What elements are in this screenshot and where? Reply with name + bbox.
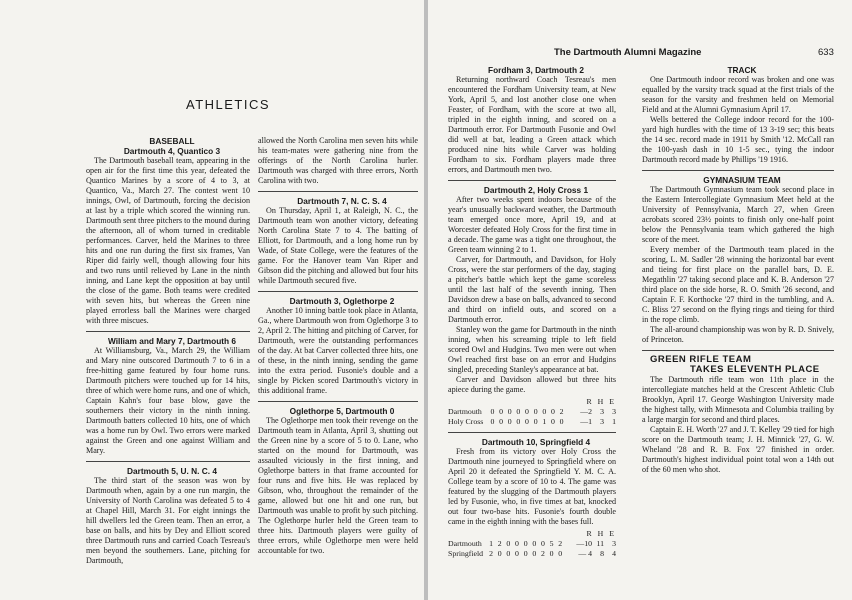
errors: 3 — [612, 539, 616, 548]
divider — [258, 191, 418, 192]
game-heading-fordham: Fordham 3, Dartmouth 2 — [488, 65, 584, 75]
section-title: ATHLETICS — [186, 97, 271, 112]
game-text-holy-cross-3: Stanley won the game for Dartmouth in the ninth inning, when his screaming triple to left field scored Owl and Hudgins. Two men were out when Owl reached first base on an error and Hudgins singled, preceding Stanley's appearance at bat. — [448, 325, 616, 374]
inning-scores: 0 0 0 0 0 0 0 0 2 — [490, 407, 565, 416]
game-text-oglethorpe-win: Another 10 inning battle took place in Atlanta, Ga., where Dartmouth won from Oglethorpe 3 to 2, April 2. The hitting and pitching of Carver, for Dartmouth, were the outstanding performances of the day. At bat Carver collected three hits, one of these, in the ninth inning, sending the game into the extra period. Fusonie's double and a single by Picken scored Dartmouth's victory in this additional frame. — [258, 306, 418, 395]
divider — [258, 401, 418, 402]
track-text-2: Wells bettered the College indoor record for the 100-yard high hurdles with the time of 13 3-19 sec; this beats the 14 sec. record made in 1911 by Smith '12. McCall ran the 100-yash dash in 10 1-5 sec., tying the indoor Dartmouth record made by Phillips '19 1916. — [642, 115, 834, 164]
game-heading-william-mary: William and Mary 7, Dartmouth 6 — [107, 336, 237, 346]
track-heading: TRACK — [727, 65, 757, 75]
hits: 8 — [600, 549, 604, 558]
running-header-title: The Dartmouth Alumni Magazine — [554, 47, 702, 58]
rifle-heading-2: TAKES ELEVENTH PLACE — [690, 364, 820, 375]
runs: —1 — [580, 417, 592, 426]
team-name: Dartmouth — [448, 539, 482, 548]
game-heading-quantico: Dartmouth 4, Quantico 3 — [123, 146, 221, 156]
gymnasium-text-3: The all-around championship was won by R. D. Snively, of Princeton. — [642, 325, 834, 344]
inning-scores: 0 0 0 0 0 0 1 0 0 — [490, 417, 565, 426]
box-score-holy-cross — [448, 397, 616, 427]
game-text-william-mary: At Williamsburg, Va., March 29, the William and Mary nine outscored Dartmouth 7 to 6 in a free-hitting game featured by four home runs. Dartmouth pitchers were touched up for 14 hits, three of which were home runs, and one of which, Captain Kahn's four base blow, gave the southerners their victory in the ninth inning. Dartmouth batters collected 10 hits, one of which was a home run by Owl. Two errors were marked against the Green and one against William and Mary. — [86, 346, 250, 455]
rhe-header: R H E — [586, 397, 616, 406]
left-column-1 — [86, 136, 250, 566]
game-text-holy-cross-2: Carver, for Dartmouth, and Davidson, for Holy Cross, were the star performers of the day, staging a pitcher's battle which kept the game scoreless until the last half of the seventh inning. Then Davidson drew a base on balls, advanced to second and third on infield outs, and scored on a Dartmouth error. — [448, 255, 616, 324]
right-page — [428, 0, 852, 600]
right-column-2 — [642, 65, 834, 475]
team-name: Dartmouth — [448, 407, 482, 416]
game-text-unc: The third start of the season was won by Dartmouth when, again by a one run margin, the University of North Carolina was defeated 5 to 4 at Chapel Hill, March 31. For eight innings the hill dwellers led the Green team. Then an error, a base on balls, and hits by Dey and Elliott scored three Dartmouth runs and carried Coach Tesreau's men beyond the southerners. Lane, pitching for Dartmouth, — [86, 476, 250, 565]
errors: 1 — [612, 417, 616, 426]
team-name: Springfield — [448, 549, 484, 558]
game-heading-oglethorpe-win: Dartmouth 3, Oglethorpe 2 — [289, 296, 395, 306]
divider — [448, 432, 616, 433]
game-text-ncs: On Thursday, April 1, at Raleigh, N. C., the Dartmouth team won another victory, defeating North Carolina State 7 to 4. The batting of Elliott, for Dartmouth, and a long home run by Wade, of State College, were the features of the game. For the Hanover team Van Riper and Gibson did the pitching and allowed but four hits while Dartmouth secured five. — [258, 206, 418, 285]
table-row — [448, 407, 616, 417]
team-name: Holy Cross — [448, 417, 484, 426]
divider — [258, 291, 418, 292]
baseball-heading: BASEBALL — [149, 136, 195, 146]
game-text-holy-cross-1: After two weeks spent indoors because of the year's unusually backward weather, the Dartmouth team emerged once more, April 19, and at Worcester defeated Holy Cross for the first time in a decade. The game was a tight one throughout, the Green team winning 2 to 1. — [448, 195, 616, 254]
runs: — 4 — [578, 549, 592, 558]
gymnasium-text-1: The Dartmouth Gymnasium team took second place in the Eastern Intercollegiate Gymnasium Meet held at the University of Pennsylvania, March 27, when Green acrobats scored 23½ points to finish only one-half point below the Pennsylvania team which gathered the high score of the meet. — [642, 185, 834, 244]
table-row — [448, 549, 616, 559]
right-column-1 — [448, 65, 616, 561]
page-number: 633 — [818, 47, 834, 58]
rifle-text-1: The Dartmouth rifle team won 11th place in the intercollegiate matches held at the Crescent Athletic Club Brooklyn, April 17. George Washington University made the highest tally, with Minnesota and Columbia trailing by a large margin for second and third places. — [642, 375, 834, 424]
game-heading-springfield: Dartmouth 10, Springfield 4 — [481, 437, 591, 447]
inning-scores: 1 2 0 0 0 0 0 5 2 — [489, 539, 564, 548]
game-heading-ncs: Dartmouth 7, N. C. S. 4 — [297, 196, 387, 206]
hits: 11 — [596, 539, 604, 548]
game-heading-holy-cross: Dartmouth 2, Holy Cross 1 — [483, 185, 589, 195]
left-page — [0, 0, 424, 600]
divider — [642, 350, 834, 351]
hits: 3 — [600, 407, 604, 416]
gymnasium-heading: GYMNASIUM TEAM — [703, 175, 781, 185]
game-text-holy-cross-4: Carver and Davidson allowed but three hits apiece during the game. — [448, 375, 616, 394]
rifle-text-2: Captain E. H. Worth '27 and J. T. Kelley '29 tied for high score on the Dartmouth team; J. H. Minnick '27, G. W. Wheland '28 and R. B. Fox '27 finished in order. Dartmouth's highest individual point total won a 14th out of the 60 men who shot. — [642, 425, 834, 474]
game-text-fordham: Returning northward Coach Tesreau's men encountered the Fordham University team, at New York, April 5, and lost another close one when Feaster, of Fordham, with the score at two all, tripled in the eighth inning, and scored on a Dartmouth error. For Dartmouth Fusonie and Owl did well at bat, leading a Green attack which produced nine hits while Carver was holding Fordham to six. Fordham players made three errors, and Dartmouth men two. — [448, 75, 616, 174]
inning-scores: 2 0 0 0 0 0 2 0 0 — [489, 549, 564, 558]
divider — [86, 331, 250, 332]
game-heading-unc: Dartmouth 5, U. N. C. 4 — [127, 466, 217, 476]
unc-continued-text: allowed the North Carolina men seven hits while his team-mates were gathering nine from the offerings of the North Carolina hurler. Dartmouth was charged with three errors, North Carolina with two. — [258, 136, 418, 185]
errors: 3 — [612, 407, 616, 416]
left-column-2 — [258, 136, 418, 556]
table-row — [448, 539, 616, 549]
divider — [86, 461, 250, 462]
hits: 3 — [600, 417, 604, 426]
rhe-header: R H E — [586, 529, 616, 538]
track-text-1: One Dartmouth indoor record was broken and one was equalled by the varsity track squad at the first trials of the season for the varsity and freshmen held on Memorial Field and at the Alumni Gymnasium April 17. — [642, 75, 834, 114]
rifle-heading-1: GREEN RIFLE TEAM — [650, 354, 752, 365]
game-text-quantico: The Dartmouth baseball team, appearing in the open air for the first time this year, defeated the Quantico Marines by a score of 4 to 3, at Quantico, Va., March 27. The contest went 10 innings, Owl, of Dartmouth, forcing the decision at last by a triple which scored the winning run. Dartmouth sent three pitchers to the mound during the afternoon, all of whom turned in creditable performances. Carver, held the Marines to three hits and one run during the first six frames, Van Riper did fairly well, though allowing four hits and two runs until relieved by Lane in the ninth inning, and Lane kept the opposition at bay until the close of the game. Both teams were credited with seven hits, but whereas the Green nine played errorless ball the Marines were charged with three miscues. — [86, 156, 250, 325]
runs: —2 — [580, 407, 592, 416]
gymnasium-text-2: Every member of the Dartmouth team placed in the scoring, L. M. Sadler '28 winning the horizontal bar event and tieing for first place on the parallel bars, D. E. Megathlin '27 taking second place and K. B. Anderson '27 third place on the side horse, R. O. Smith '26 second, and Captain F. F. Korthocke '27 third in the tumbling, and A. C. Bliss '27 second on the flying rings and tieing for third in the rope climb. — [642, 245, 834, 324]
divider — [642, 170, 834, 171]
table-row — [448, 417, 616, 427]
box-score-springfield — [448, 529, 616, 559]
game-text-springfield: Fresh from its victory over Holy Cross the Dartmouth nine journeyed to Springfield where on April 20 it defeated the Springfield Y. M. C. A. College team by a score of 10 to 4. The game was featured by the slugging of the Dartmouth players led by Fusonie, who, in five times at bat, knocked out four two-base hits. Fusonie's fourth double came in the eighth inning with the bases full. — [448, 447, 616, 526]
errors: 4 — [612, 549, 616, 558]
divider — [448, 180, 616, 181]
game-text-oglethorpe-loss: The Oglethorpe men took their revenge on the Dartmouth team in Atlanta, April 3, shutting out the Green nine by a score of 5 to 0. Lane, who started on the mound for Dartmouth, was assaulted viciously in the first inning, and Oglethorpe batters in that frame accounted for four runs and five hits. He was replaced by Gibson, who, throughout the remainder of the game, allowed but one hit and one run, but Dartmouth was unable to profit by such pitching. The Oglethorpe hurler held the Green team to three hits. Dartmouth players were guilty of three errors, while Oglethorpe men were held accountable for two. — [258, 416, 418, 555]
game-heading-oglethorpe-loss: Oglethorpe 5, Dartmouth 0 — [289, 406, 395, 416]
runs: —10 — [576, 539, 592, 548]
